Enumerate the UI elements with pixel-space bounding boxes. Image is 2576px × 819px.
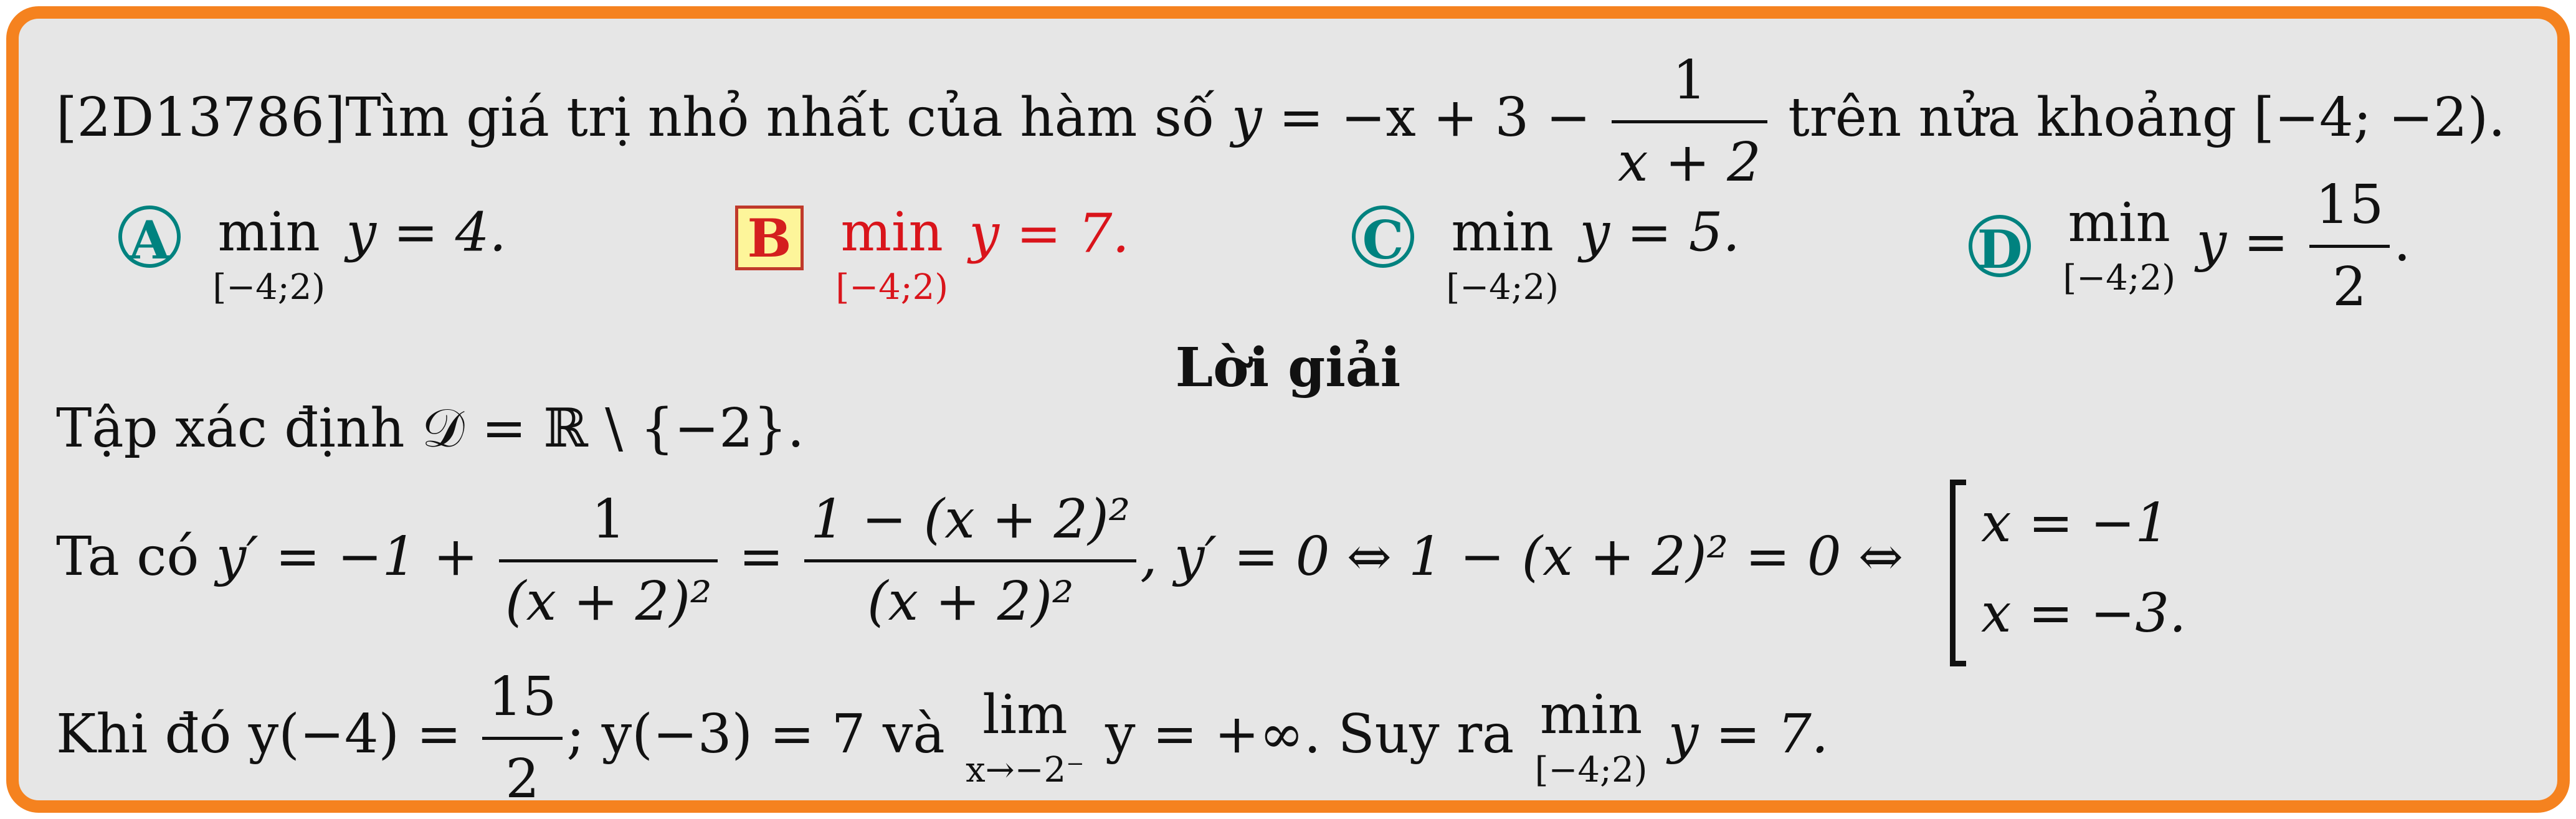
option-d[interactable]: D min [−4;2) y = $\frac{15}{2}$ . (1969, 174, 2411, 318)
option-d-expr: y = (2196, 211, 2289, 273)
derivative-fraction-1: $\frac{1}{\text{(x + 2)²}}$ (499, 489, 718, 633)
option-d-fraction: $\frac{15}{2}$ (2309, 174, 2390, 318)
option-b[interactable] (735, 201, 1129, 308)
system-line-1: x = −1 (1981, 492, 2170, 554)
option-d-min: min [−4;2) (2063, 192, 2176, 299)
question-card (6, 6, 2570, 813)
option-a-expr: y = 4. (346, 201, 506, 264)
system-bracket (1950, 480, 1966, 666)
option-a[interactable] (118, 201, 506, 308)
system-line-2: x = −3. (1981, 582, 2187, 645)
option-b-expr: y = 7. (969, 202, 1129, 265)
derivative-line: Ta có y′ = −1 + $\frac{1}{\text{(x + 2)²}}$ = $\frac{\text{1 − (x + 2)²}}{\text{(x + 2)²}}$ , y′ = 0 ⇔ 1 − (x + 2)² = 0 ⇔ (56, 488, 1904, 633)
solution-title: Lời giải (1175, 336, 1401, 399)
function-rhs: = −x + 3 − (1278, 86, 1591, 149)
problem-text: Tìm giá trị nhỏ nhất của hàm số (345, 86, 1215, 149)
function-lhs: y (1231, 86, 1262, 149)
option-c[interactable] (1352, 201, 1740, 308)
domain-line: Tập xác định 𝒟 = ℝ \ {−2}. (56, 397, 805, 460)
option-b-min: min [−4;2) (835, 201, 949, 308)
problem-interval: trên nửa khoảng [−4; −2). (1788, 86, 2506, 149)
conclusion-min-operator: min [−4;2) (1534, 684, 1648, 791)
option-a-min: min [−4;2) (212, 201, 326, 308)
option-c-expr: y = 5. (1579, 201, 1740, 264)
function-fraction: $\frac{1}{x + 2}$ (1612, 50, 1767, 194)
option-d-badge[interactable]: D (1969, 215, 2031, 277)
problem-id: [2D13786] (56, 86, 346, 149)
problem-statement (56, 50, 2506, 194)
option-c-min: min [−4;2) (1446, 201, 1559, 308)
option-a-badge[interactable]: A (118, 206, 181, 268)
option-c-badge[interactable]: C (1352, 206, 1414, 268)
limit-operator: lim x→−2⁻ (966, 684, 1085, 791)
derivative-fraction-2: $\frac{\text{1 − (x + 2)²}}{\text{(x + 2)²}}$ (804, 489, 1136, 633)
conclusion-line: Khi đó y(−4) = $\frac{15}{2}$ ; y(−3) = 7 và lim x→−2⁻ y = +∞. Suy ra min [−4;2) y = 7. (56, 666, 1829, 810)
conclusion-fraction: $\frac{15}{2}$ (482, 666, 563, 810)
option-b-badge[interactable]: B (735, 206, 804, 270)
